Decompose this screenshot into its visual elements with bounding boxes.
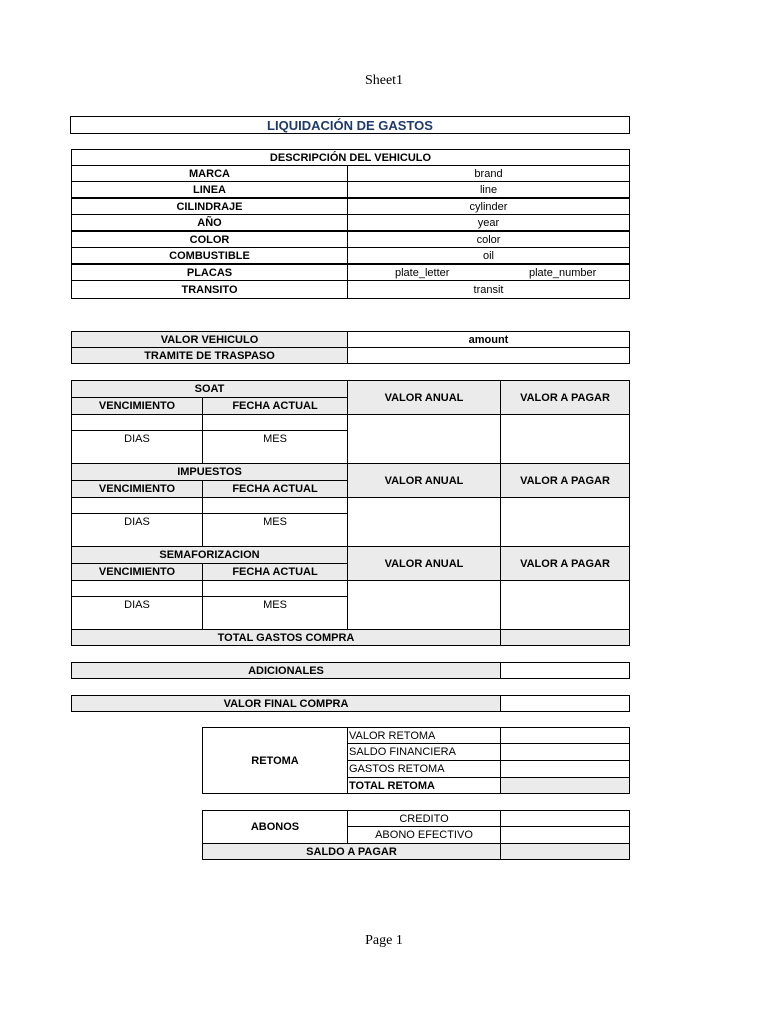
page-footer: Page 1 — [365, 933, 403, 948]
soat-valor-pagar-value — [500, 414, 630, 464]
value-valor-vehiculo: amount — [347, 331, 630, 348]
retoma-valor-retoma-value — [500, 727, 630, 744]
impuestos-vencimiento-header: VENCIMIENTO — [71, 480, 203, 498]
abonos-credito-value — [500, 810, 630, 827]
label-color: COLOR — [71, 231, 348, 248]
semaforizacion-fecha-actual-header: FECHA ACTUAL — [202, 563, 348, 581]
retoma-label: RETOMA — [202, 727, 348, 794]
label-transito: TRANSITO — [71, 280, 348, 299]
semaforizacion-vencimiento-header: VENCIMIENTO — [71, 563, 203, 581]
impuestos-valor-pagar-value — [500, 497, 630, 547]
abonos-label: ABONOS — [202, 810, 348, 844]
label-cilindraje: CILINDRAJE — [71, 198, 348, 215]
semaforizacion-valor-anual-value — [347, 580, 501, 630]
impuestos-mes: MES — [202, 513, 348, 547]
abonos-credito: CREDITO — [347, 810, 501, 827]
semaforizacion-vencimiento-value — [71, 580, 203, 597]
abonos-efectivo-value — [500, 826, 630, 844]
soat-vencimiento-header: VENCIMIENTO — [71, 397, 203, 415]
semaforizacion-valor-pagar-value — [500, 580, 630, 630]
label-ano: AÑO — [71, 214, 348, 231]
value-cilindraje: cylinder — [347, 198, 630, 215]
impuestos-valor-anual-header: VALOR ANUAL — [347, 463, 501, 498]
value-color: color — [347, 231, 630, 248]
total-gastos-compra-label: TOTAL GASTOS COMPRA — [71, 629, 501, 646]
soat-valor-pagar-header: VALOR A PAGAR — [500, 380, 630, 415]
saldo-a-pagar-label: SALDO A PAGAR — [202, 843, 501, 860]
retoma-gastos-retoma-value — [500, 760, 630, 778]
impuestos-vencimiento-value — [71, 497, 203, 514]
semaforizacion-valor-anual-header: VALOR ANUAL — [347, 546, 501, 581]
label-marca: MARCA — [71, 165, 348, 182]
impuestos-fecha-actual-header: FECHA ACTUAL — [202, 480, 348, 498]
label-placas: PLACAS — [71, 264, 348, 281]
retoma-total: TOTAL RETOMA — [347, 777, 501, 794]
impuestos-valor-pagar-header: VALOR A PAGAR — [500, 463, 630, 498]
plate-letter: plate_letter — [395, 266, 450, 279]
semaforizacion-valor-pagar-header: VALOR A PAGAR — [500, 546, 630, 581]
label-valor-vehiculo: VALOR VEHICULO — [71, 331, 348, 348]
retoma-total-value — [500, 777, 630, 794]
impuestos-valor-anual-value — [347, 497, 501, 547]
value-linea: line — [347, 181, 630, 198]
section-semaforizacion-title: SEMAFORIZACION — [71, 546, 348, 564]
section-soat-title: SOAT — [71, 380, 348, 398]
adicionales-value — [500, 662, 630, 679]
soat-mes: MES — [202, 430, 348, 464]
value-transito: transit — [347, 280, 630, 299]
semaforizacion-dias: DIAS — [71, 596, 203, 630]
value-marca: brand — [347, 165, 630, 182]
valor-final-compra-value — [500, 695, 630, 712]
impuestos-dias: DIAS — [71, 513, 203, 547]
plate-number: plate_number — [529, 266, 597, 279]
label-linea: LINEA — [71, 181, 348, 198]
value-ano: year — [347, 214, 630, 231]
vehicle-heading: DESCRIPCIÓN DEL VEHICULO — [71, 149, 630, 166]
valor-final-compra-label: VALOR FINAL COMPRA — [71, 695, 501, 712]
value-placas — [347, 264, 630, 281]
soat-dias: DIAS — [71, 430, 203, 464]
value-combustible: oil — [347, 247, 630, 264]
soat-valor-anual-value — [347, 414, 501, 464]
retoma-valor-retoma: VALOR RETOMA — [347, 727, 501, 744]
soat-fecha-actual-header: FECHA ACTUAL — [202, 397, 348, 415]
soat-vencimiento-value — [71, 414, 203, 431]
retoma-saldo-financiera: SALDO FINANCIERA — [347, 743, 501, 761]
impuestos-fecha-actual-value — [202, 497, 348, 514]
semaforizacion-fecha-actual-value — [202, 580, 348, 597]
retoma-gastos-retoma: GASTOS RETOMA — [347, 760, 501, 778]
document-title: LIQUIDACIÓN DE GASTOS — [70, 116, 630, 134]
soat-valor-anual-header: VALOR ANUAL — [347, 380, 501, 415]
abonos-efectivo: ABONO EFECTIVO — [347, 826, 501, 844]
total-gastos-compra-value — [500, 629, 630, 646]
page-header: Sheet1 — [364, 73, 404, 88]
label-tramite-traspaso: TRAMITE DE TRASPASO — [71, 347, 348, 364]
section-impuestos-title: IMPUESTOS — [71, 463, 348, 481]
adicionales-label: ADICIONALES — [71, 662, 501, 679]
saldo-a-pagar-value — [500, 843, 630, 860]
semaforizacion-mes: MES — [202, 596, 348, 630]
value-tramite-traspaso — [347, 347, 630, 364]
label-combustible: COMBUSTIBLE — [71, 247, 348, 264]
retoma-saldo-financiera-value — [500, 743, 630, 761]
soat-fecha-actual-value — [202, 414, 348, 431]
